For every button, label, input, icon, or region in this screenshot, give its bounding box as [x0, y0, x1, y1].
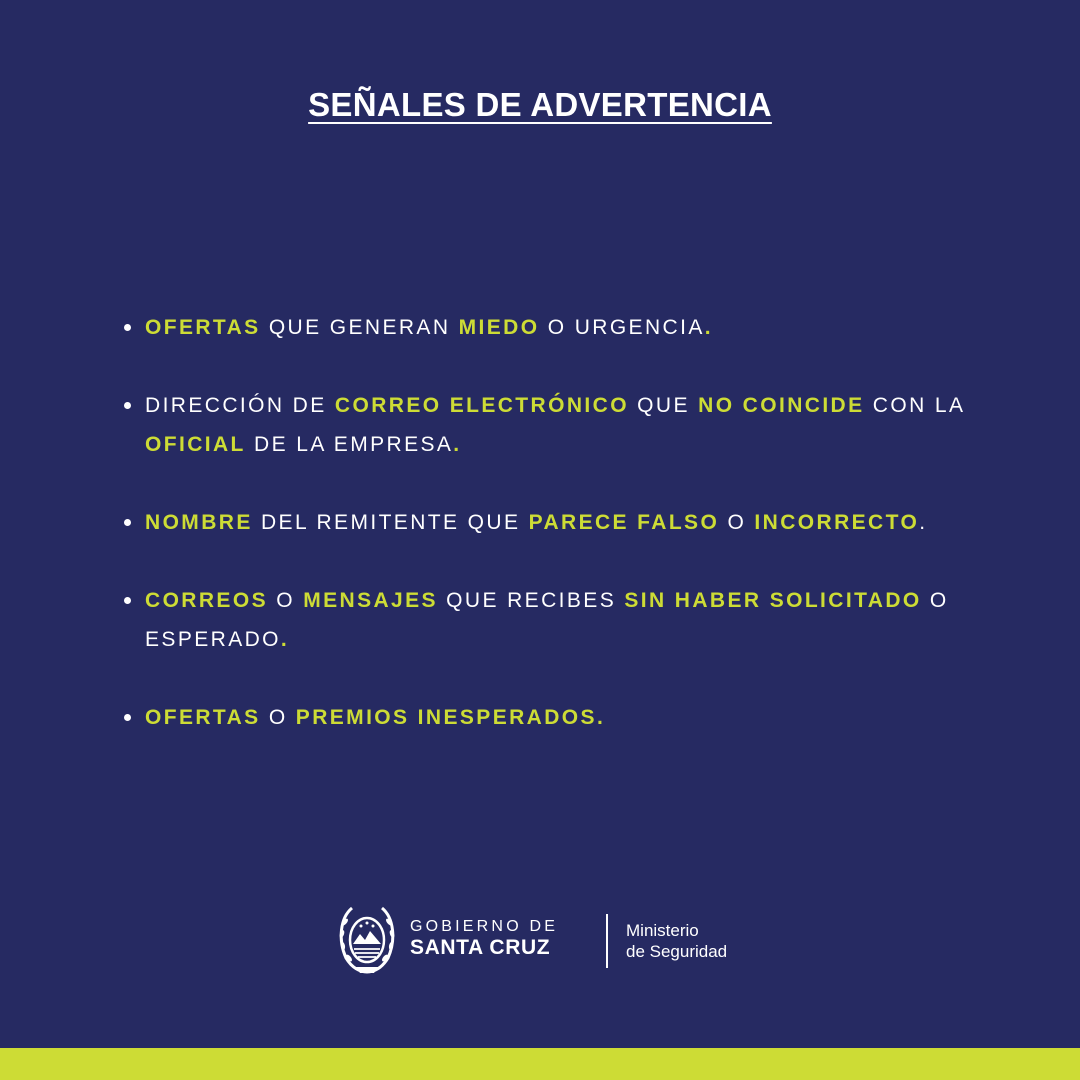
list-item — [124, 581, 984, 659]
segment: QUE — [628, 394, 699, 417]
segment: CON LA — [864, 394, 965, 417]
ministry-line2: de Seguridad — [626, 942, 728, 961]
list-item — [124, 308, 984, 347]
segment: SIN HABER SOLICITADO — [624, 589, 922, 612]
warning-list — [124, 308, 984, 776]
segment: O — [719, 511, 755, 534]
gov-line2: SANTA CRUZ — [410, 936, 551, 959]
bullet-icon — [124, 714, 131, 721]
bottom-accent-bar — [0, 1048, 1080, 1080]
provincial-coat-of-arms-icon — [336, 900, 398, 976]
segment: OFICIAL — [145, 433, 246, 456]
ministry-name — [626, 920, 727, 962]
bullet-icon — [124, 519, 131, 526]
segment: . — [704, 316, 713, 339]
bullet-icon — [124, 402, 131, 409]
segment: PREMIOS INESPERADOS. — [295, 706, 606, 729]
segment: DE LA EMPRESA — [245, 433, 454, 456]
list-item — [124, 503, 984, 542]
gov-line1: GOBIERNO DE — [410, 918, 559, 935]
segment: O URGENCIA — [539, 316, 705, 339]
page-title: SEÑALES DE ADVERTENCIA — [308, 86, 772, 123]
segment: OFERTAS — [145, 706, 261, 729]
list-item — [124, 386, 984, 464]
bullet-icon — [124, 597, 131, 604]
divider — [606, 914, 608, 968]
segment: NO COINCIDE — [698, 394, 865, 417]
segment: CORREO ELECTRÓNICO — [334, 394, 629, 417]
segment: QUE RECIBES — [437, 589, 625, 612]
segment: DIRECCIÓN DE — [145, 394, 335, 417]
segment: NOMBRE — [145, 511, 253, 534]
segment: PARECE FALSO — [528, 511, 720, 534]
government-name — [410, 918, 558, 960]
segment: INCORRECTO — [754, 511, 920, 534]
list-item — [124, 698, 984, 737]
segment: MIEDO — [458, 316, 540, 339]
segment: CORREOS — [145, 589, 268, 612]
segment: MENSAJES — [303, 589, 438, 612]
segment: O — [267, 589, 304, 612]
segment: . — [919, 511, 928, 534]
segment: DEL REMITENTE QUE — [252, 511, 529, 534]
segment: . — [453, 433, 462, 456]
segment: O — [260, 706, 296, 729]
bullet-icon — [124, 324, 131, 331]
segment: O ESPERADO — [145, 589, 949, 651]
segment: OFERTAS — [145, 316, 261, 339]
segment: . — [280, 628, 290, 651]
segment: QUE GENERAN — [260, 316, 459, 339]
footer-logo — [336, 898, 756, 978]
ministry-line1: Ministerio — [626, 921, 699, 940]
